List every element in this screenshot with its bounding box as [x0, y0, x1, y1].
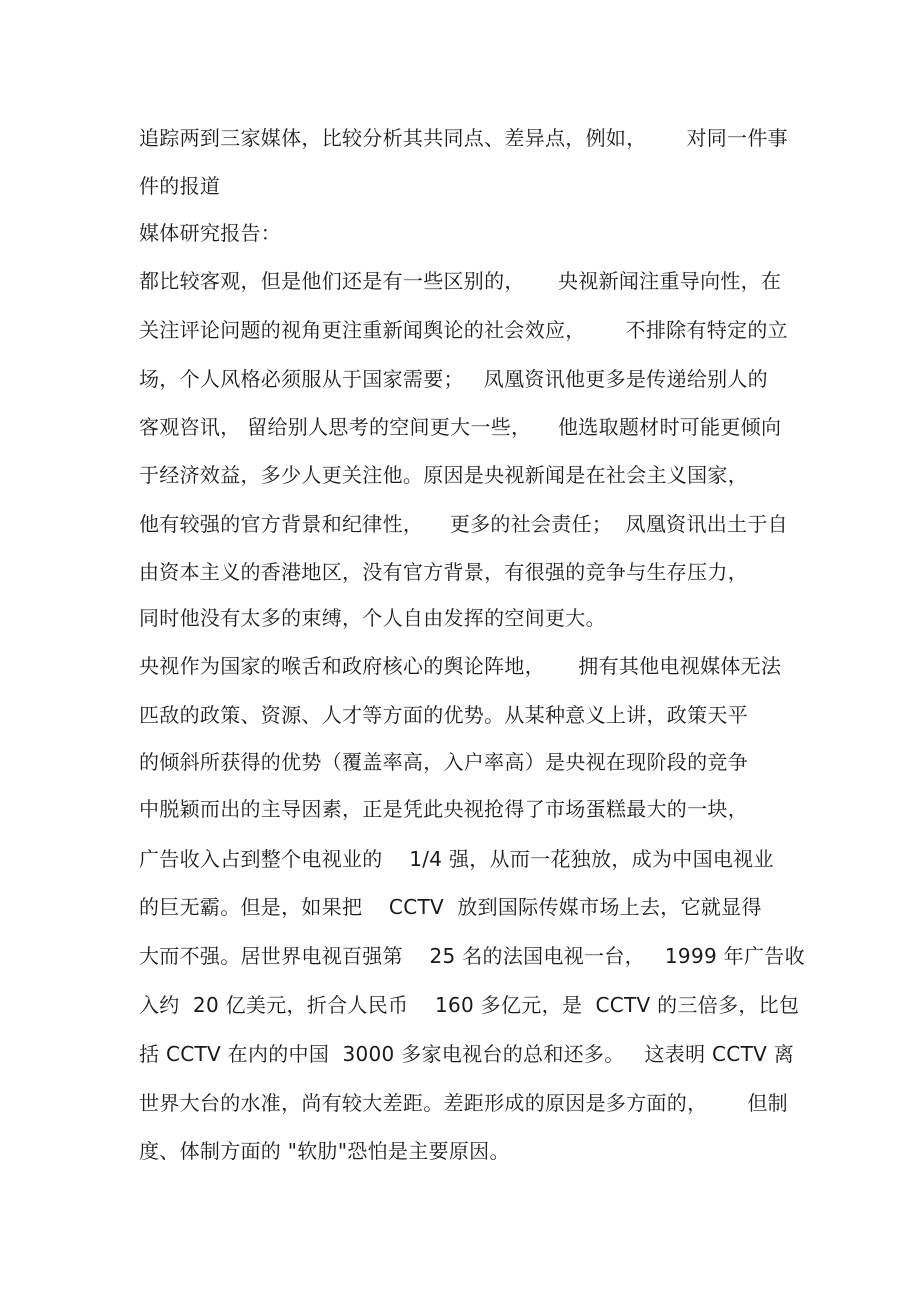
text-line: 客观咨讯， 留给别人思考的空间更大一些， 他选取题材时可能更倾向 [139, 415, 782, 439]
text-line: 大而不强。居世界电视百强第 25 名的法国电视一台， 1999 年广告收 [139, 944, 805, 968]
text-line: 世界大台的水准，尚有较大差距。差距形成的原因是多方面的， 但制 [139, 1091, 788, 1115]
text-line: 广告收入占到整个电视业的 1/4 强，从而一花独放，成为中国电视业 [139, 847, 774, 871]
text-line: 括 CCTV 在内的中国 3000 多家电视台的总和还多。 这表明 CCTV 离 [139, 1042, 795, 1066]
text-line: 于经济效益，多少人更关注他。原因是央视新闻是在社会主义国家， [139, 463, 748, 487]
text-line: 件的报道 [139, 174, 221, 198]
text-line: 入约 20 亿美元，折合人民币 160 多亿元，是 CCTV 的三倍多，比包 [139, 993, 800, 1017]
text-line: 的巨无霸。但是，如果把 CCTV 放到国际传媒市场上去，它就显得 [139, 895, 762, 919]
text-line: 央视作为国家的喉舌和政府核心的舆论阵地， 拥有其他电视媒体无法 [139, 654, 782, 678]
text-line: 媒体研究报告： [139, 221, 282, 245]
text-line: 关注评论问题的视角更注重新闻舆论的社会效应， 不排除有特定的立 [139, 318, 788, 342]
text-line: 场，个人风格必须服从于国家需要； 凤凰资讯他更多是传递给别人的 [139, 367, 768, 391]
text-line: 匹敌的政策、资源、人才等方面的优势。从某种意义上讲，政策天平 [139, 703, 748, 727]
text-line: 度、体制方面的 "软肋"恐怕是主要原因。 [139, 1139, 510, 1163]
text-line: 同时他没有太多的束缚，个人自由发挥的空间更大。 [139, 606, 606, 630]
text-line: 由资本主义的香港地区，没有官方背景，有很强的竞争与生存压力， [139, 560, 748, 584]
text-line: 的倾斜所获得的优势（覆盖率高，入户率高）是央视在现阶段的竞争 [139, 750, 748, 774]
text-line: 他有较强的官方背景和纪律性， 更多的社会责任； 凤凰资讯出土于自 [139, 512, 788, 536]
text-line: 都比较客观，但是他们还是有一些区别的， 央视新闻注重导向性，在 [139, 269, 782, 293]
text-line: 中脱颖而出的主导因素，正是凭此央视抢得了市场蛋糕最大的一块， [139, 797, 748, 821]
text-line: 追踪两到三家媒体，比较分析其共同点、差异点，例如， 对同一件事 [139, 126, 788, 150]
